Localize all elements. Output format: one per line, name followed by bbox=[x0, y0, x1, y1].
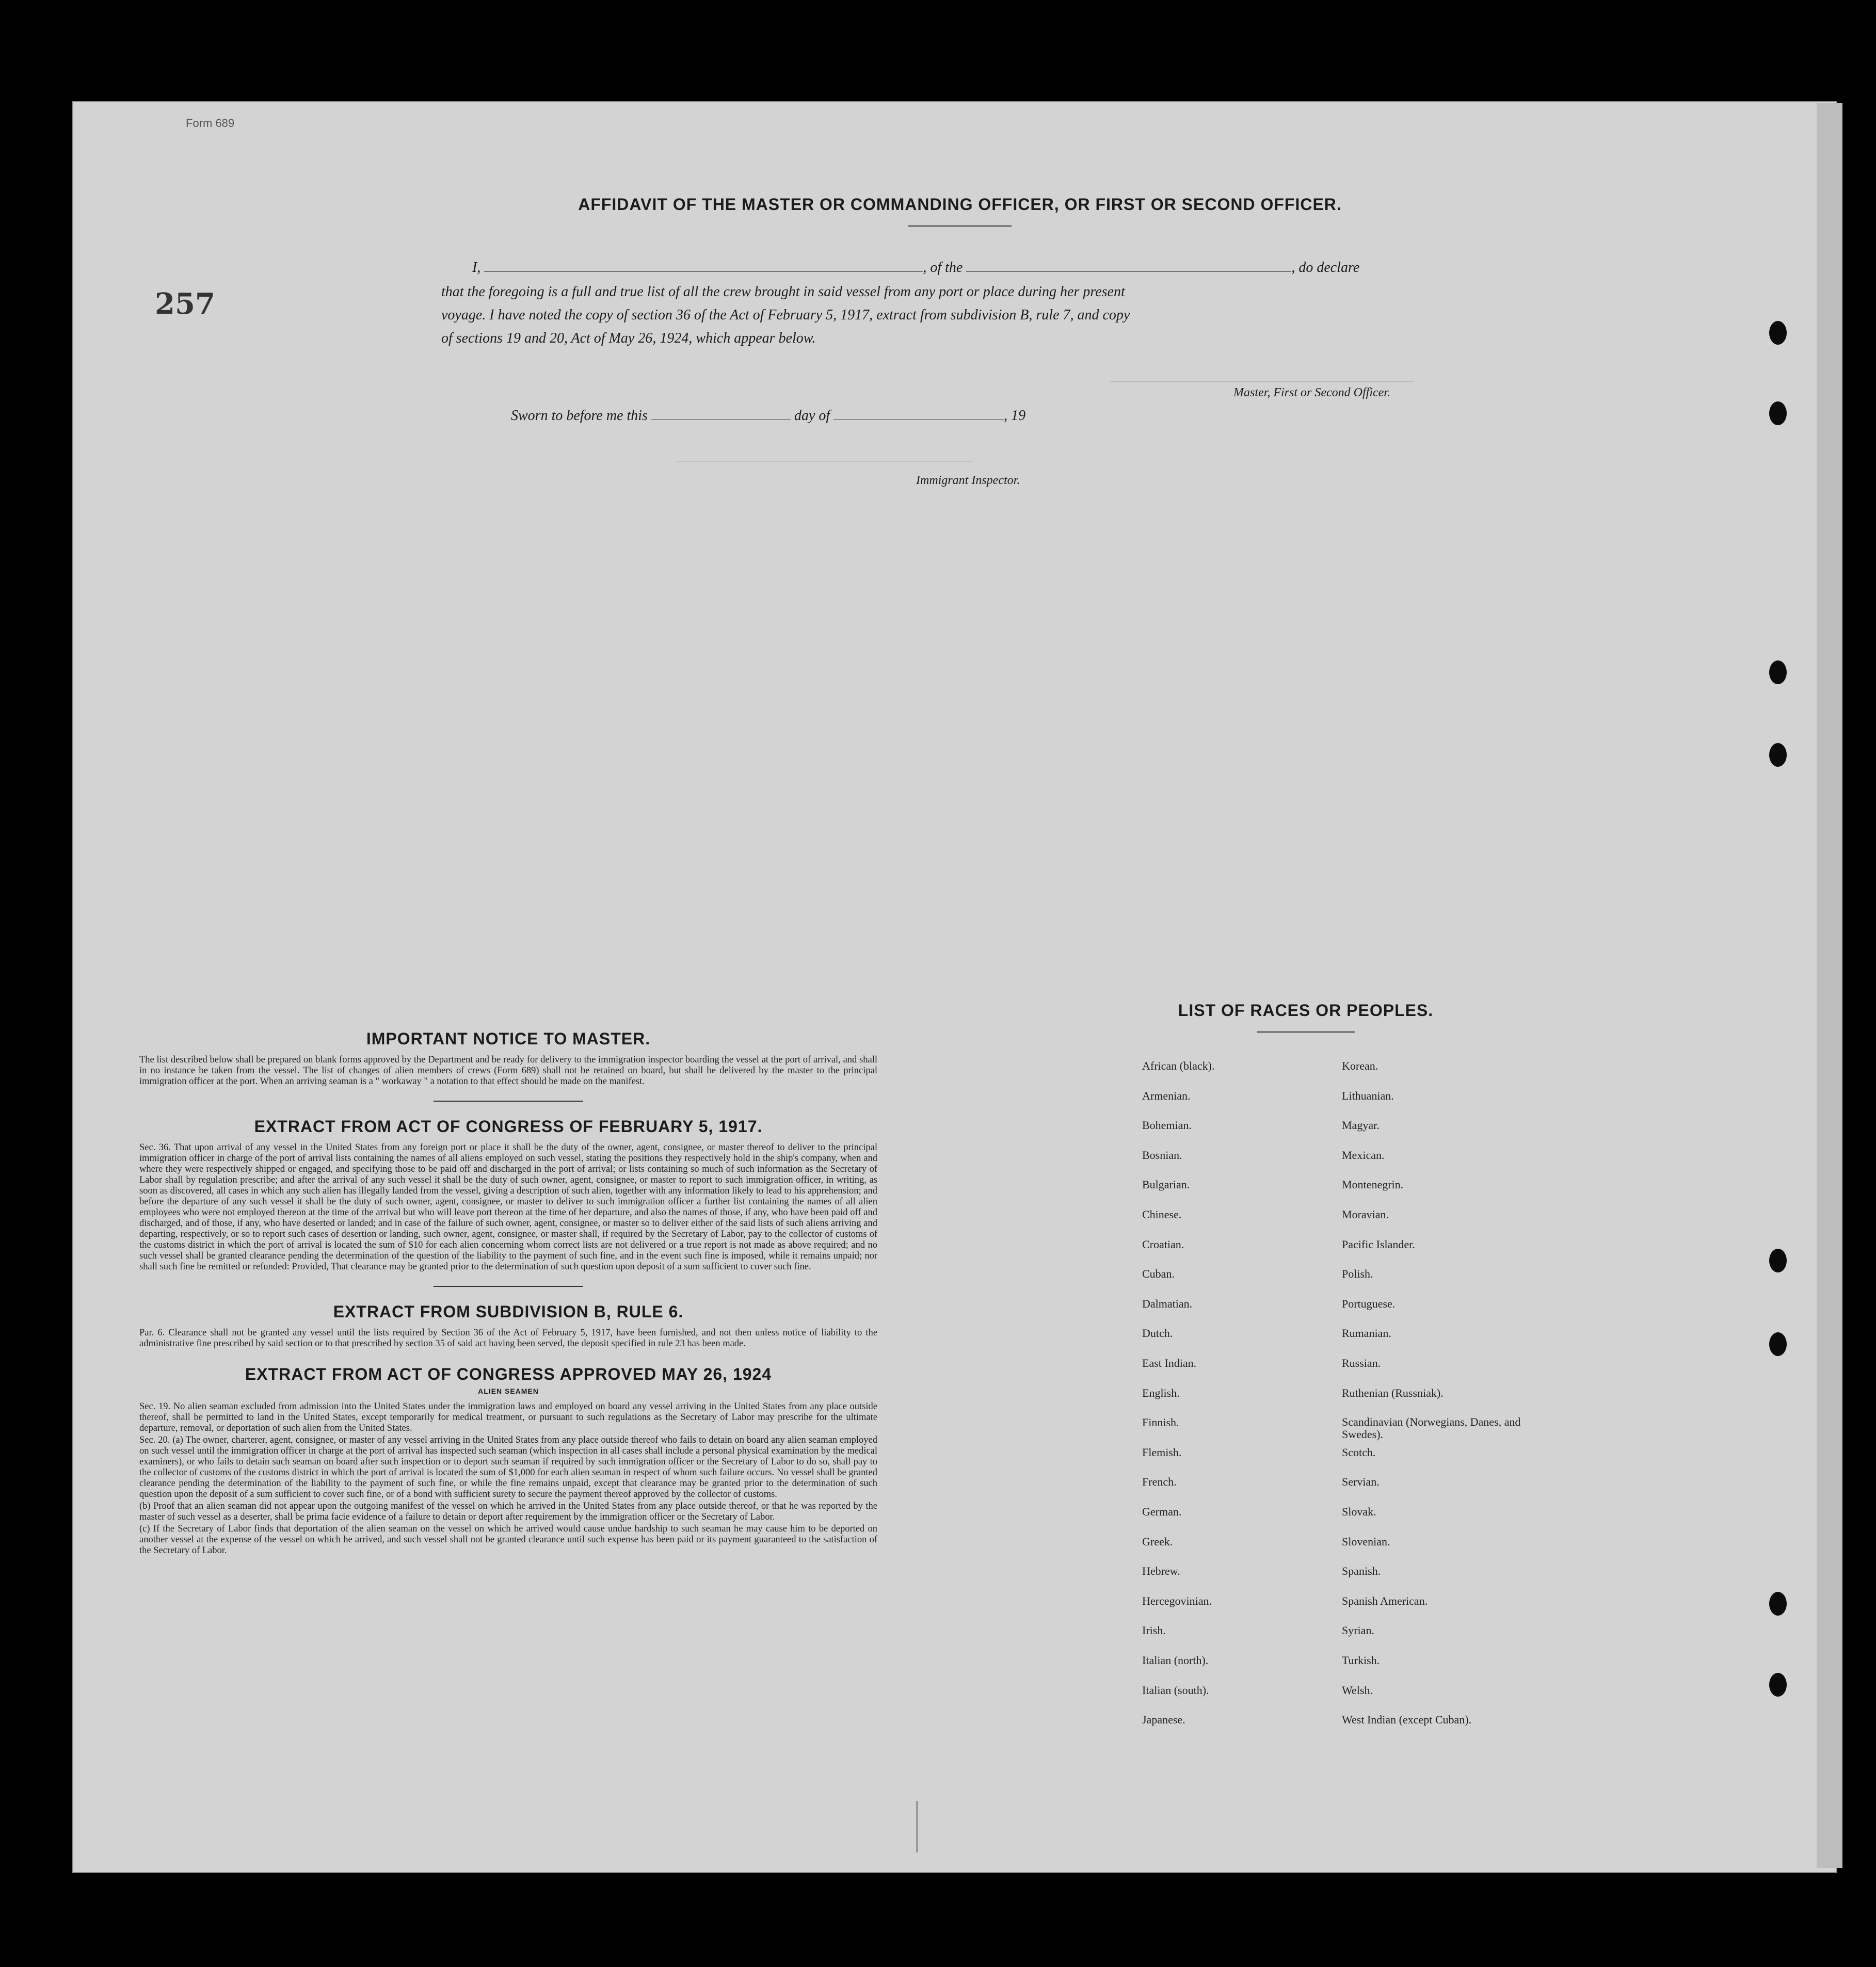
punch-hole bbox=[1769, 1592, 1787, 1616]
legal-text-column bbox=[139, 1029, 877, 1556]
extract-1917-divider bbox=[434, 1286, 583, 1287]
master-signature-label: Master, First or Second Officer. bbox=[1233, 386, 1390, 399]
race-item: Lithuanian. bbox=[1342, 1089, 1394, 1102]
races-heading-block bbox=[1115, 1001, 1497, 1033]
extract-1924-sec19: Sec. 19. No alien seaman excluded from admission into the United States under the immigration laws and employed on board any vessel arriving in the United States from any place outside thereof, shall be permitted to land in the United States, except temporarily for medical treatment, or pursuant to such regulations as the Secretary of Labor may prescribe for the ultimate departure, removal, or deportation of such alien from the United States. bbox=[139, 1401, 877, 1433]
race-item: Magyar. bbox=[1342, 1119, 1380, 1132]
race-item: Welsh. bbox=[1342, 1683, 1373, 1697]
extract-1924-caption: ALIEN SEAMEN bbox=[478, 1387, 539, 1395]
inspector-signature-label: Immigrant Inspector. bbox=[916, 474, 1020, 487]
race-item: Finnish. bbox=[1142, 1416, 1179, 1429]
race-item: Spanish American. bbox=[1342, 1594, 1428, 1607]
affidavit-i-label: I, bbox=[472, 260, 481, 276]
race-item: Slovenian. bbox=[1342, 1535, 1390, 1548]
extract-1924-title: EXTRACT FROM ACT OF CONGRESS APPROVED MAY 26, 1924 bbox=[245, 1365, 772, 1383]
affidavit-line-1 bbox=[472, 260, 1359, 276]
race-item: Armenian. bbox=[1142, 1089, 1191, 1102]
race-item: East Indian. bbox=[1142, 1357, 1197, 1369]
race-item: Slovak. bbox=[1342, 1505, 1376, 1518]
race-item: Croatian. bbox=[1142, 1237, 1184, 1251]
race-item: Pacific Islander. bbox=[1342, 1237, 1415, 1251]
sworn-line bbox=[511, 408, 1025, 424]
punch-hole bbox=[1769, 1673, 1787, 1697]
punch-hole bbox=[1769, 660, 1787, 684]
race-item: Ruthenian (Russniak). bbox=[1342, 1386, 1444, 1399]
race-item: Spanish. bbox=[1342, 1565, 1381, 1578]
affidavit-line-2: that the foregoing is a full and true list of all the crew brought in said vessel from any port or place during her present bbox=[441, 284, 1125, 300]
race-item: Russian. bbox=[1342, 1357, 1381, 1369]
race-item: Rumanian. bbox=[1342, 1327, 1391, 1340]
race-item: Irish. bbox=[1142, 1624, 1166, 1637]
races-title: LIST OF RACES OR PEOPLES. bbox=[1178, 1001, 1434, 1020]
document-sheet bbox=[72, 101, 1837, 1873]
affidavit-of-the-label: , of the bbox=[923, 260, 963, 276]
vessel-name-blank[interactable] bbox=[966, 271, 1291, 272]
race-item: African (black). bbox=[1142, 1059, 1215, 1072]
affidavit-line-3: voyage. I have noted the copy of section 36 of the Act of February 5, 1917, extract from subdivision B, rule 7, and copy bbox=[441, 307, 1130, 323]
race-item: Chinese. bbox=[1142, 1208, 1182, 1221]
race-item: Italian (north). bbox=[1142, 1654, 1209, 1667]
races-divider bbox=[1257, 1031, 1355, 1033]
race-item: Turkish. bbox=[1342, 1654, 1380, 1667]
punch-hole bbox=[1769, 321, 1787, 345]
officer-name-blank[interactable] bbox=[484, 271, 923, 272]
race-item: Bohemian. bbox=[1142, 1119, 1192, 1132]
race-item: Korean. bbox=[1342, 1059, 1378, 1072]
race-item: West Indian (except Cuban). bbox=[1342, 1713, 1472, 1727]
race-item: Montenegrin. bbox=[1342, 1178, 1404, 1191]
punch-hole bbox=[1769, 401, 1787, 425]
race-item: Portuguese. bbox=[1342, 1297, 1396, 1310]
race-item: Hebrew. bbox=[1142, 1565, 1180, 1578]
punch-hole bbox=[1769, 1249, 1787, 1272]
race-item: Moravian. bbox=[1342, 1208, 1389, 1221]
race-item: Italian (south). bbox=[1142, 1683, 1209, 1697]
race-item: French. bbox=[1142, 1475, 1177, 1489]
extract-rule6-text: Par. 6. Clearance shall not be granted any vessel until the lists required by Section 36 of the Act of February 5, 1917, have been furnished, and not then unless notice of liability to the administrative fine prescribed by said section or to that prescribed by section 35 of said act having been served, the deposit specified in rule 23 has been made. bbox=[139, 1328, 877, 1349]
extract-1917-text: Sec. 36. That upon arrival of any vessel in the United States from any foreign port or place it shall be the duty of the owner, agent, consignee, or master thereof to deliver to the principal immigration officer in charge of the port of arrival lists containing the names of all aliens employed on such vessel, stating the positions they respectively hold in the ship's company, when and where they were respectively shipped or engaged, and specifying those to be paid off and discharged in the port of arrival; or lists containing so much of such information as the Secretary of Labor shall by regulation prescribe; and after the arrival of any such vessel it shall be the duty of such owner, agent, consignee, or master to report to such immigration officer, in writing, as soon as discovered, all cases in which any such alien has illegally landed from the vessel, giving a description of such alien, together with any information likely to lead to his apprehension; and before the departure of any such vessel it shall be the duty of such owner, agent, consignee, or master to deliver to such immigration officer a further list containing the names of all alien employees who were not employed thereon at the time of the arrival but who will leave port thereon at the time of her departure, and also the names of those, if any, who have been paid off and discharged, and of those, if any, who have deserted or landed; and in case of the failure of such owner, agent, consignee, or master so to deliver either of the said lists of such aliens arriving and departing, respectively, or so to report such cases of desertion or landing, such owner, agent, consignee, or master shall, if required by the Secretary of Labor, pay to the collector of customs of the customs district in which the port of arrival is located the sum of $10 for each alien concerning whom correct lists are not delivered or a true report is not made as above required; and no such vessel shall be granted clearance pending the determination of the question of the liability to the payment of such fine, and in the event such fine is imposed, while it remains unpaid; nor shall such fine be remitted or refunded: Provided, That clearance may be granted prior to the determination of such question upon deposit of a sum sufficient to cover such fine. bbox=[139, 1142, 877, 1272]
affidavit-declare-label: , do declare bbox=[1291, 260, 1360, 276]
form-number: Form 689 bbox=[186, 117, 235, 130]
notice-text: The list described below shall be prepared on blank forms approved by the Department and be ready for delivery to the immigration inspector boarding the vessel at the port of arrival, and shall in no instance be taken from the vessel. The list of changes of alien members of crews (Form 689) shall not be retained on board, but shall be delivered by the master to the principal immigration officer at the port. When an arriving seaman is a " workaway " a notation to that effect should be made on the manifest. bbox=[139, 1055, 877, 1087]
race-item: Servian. bbox=[1342, 1475, 1380, 1489]
fold-crease bbox=[916, 1801, 918, 1852]
punch-hole bbox=[1769, 743, 1787, 767]
race-item: German. bbox=[1142, 1505, 1182, 1518]
race-item: Mexican. bbox=[1342, 1148, 1385, 1162]
race-item: English. bbox=[1142, 1386, 1180, 1399]
race-item: Flemish. bbox=[1142, 1445, 1182, 1459]
affidavit-divider bbox=[908, 225, 1012, 227]
race-item: Syrian. bbox=[1342, 1624, 1374, 1637]
sworn-year-label: , 19 bbox=[1004, 408, 1026, 424]
sheet-edge bbox=[1817, 103, 1842, 1868]
extract-1924-sec20a: Sec. 20. (a) The owner, charterer, agent, consignee, or master of any vessel arriving in the United States from any place outside thereof who fails to detain on board any alien seaman employed on such vessel until the immigration officer in charge at the port of arrival has inspected such seaman (which inspection in all cases shall include a personal physical examination by the medical examiners), or who fails to detain such seaman on board after such inspection or to deport such seaman if required by such immigration officer or the Secretary of Labor to do so, shall pay to the collector of customs of the customs district in which the port of arrival is located the sum of $1,000 for each alien seaman in respect of whom such failure occurs. No vessel shall be granted clearance pending the determination of the liability to the payment of such fine, or while the fine remains unpaid, except that clearance may be granted prior to the determination of such question upon the deposit of a sum sufficient to cover such fine, or of a bond with sufficient surety to secure the payment thereof approved by the collector of customs. bbox=[139, 1435, 877, 1500]
race-item: Scotch. bbox=[1342, 1445, 1376, 1459]
race-item: Polish. bbox=[1342, 1267, 1373, 1281]
extract-1917-title: EXTRACT FROM ACT OF CONGRESS OF FEBRUARY 5, 1917. bbox=[254, 1117, 763, 1136]
race-item: Bulgarian. bbox=[1142, 1178, 1190, 1191]
race-item: Dalmatian. bbox=[1142, 1297, 1193, 1310]
margin-number: 257 bbox=[155, 287, 215, 321]
punch-hole bbox=[1769, 1332, 1787, 1356]
extract-1924-sec20b: (b) Proof that an alien seaman did not appear upon the outgoing manifest of the vessel on which he arrived in the United States from any place outside thereof, or that he was reported by the master of such vessel as a deserter, shall be prima facie evidence of a failure to detain or deport after requirement by the immigration officer or the Secretary of Labor. bbox=[139, 1501, 877, 1522]
race-item: Dutch. bbox=[1142, 1327, 1173, 1340]
notice-divider bbox=[434, 1101, 583, 1102]
sworn-day-label: day of bbox=[794, 408, 830, 424]
affidavit-line-4: of sections 19 and 20, Act of May 26, 1924, which appear below. bbox=[441, 330, 816, 346]
affidavit-block bbox=[495, 195, 1424, 227]
affidavit-title: AFFIDAVIT OF THE MASTER OR COMMANDING OFFICER, OR FIRST OR SECOND OFFICER. bbox=[578, 195, 1342, 214]
race-item: Hercegovinian. bbox=[1142, 1594, 1212, 1607]
race-item: Cuban. bbox=[1142, 1267, 1175, 1281]
race-item: Bosnian. bbox=[1142, 1148, 1182, 1162]
race-item: Japanese. bbox=[1142, 1713, 1185, 1727]
sworn-prefix: Sworn to before me this bbox=[511, 408, 648, 424]
extract-rule6-title: EXTRACT FROM SUBDIVISION B, RULE 6. bbox=[333, 1302, 684, 1321]
race-item: Scandinavian (Norwegians, Danes, and Swedes). bbox=[1342, 1415, 1521, 1441]
race-item: Greek. bbox=[1142, 1535, 1173, 1548]
extract-1924-sec20c: (c) If the Secretary of Labor finds that deportation of the alien seaman on the vessel on which he arrived would cause undue hardship to such seaman he may cause him to be deported on another vessel at the expense of the vessel on which he arrived, and such vessel shall not be granted clearance until such expense has been paid or its payment guaranteed to the satisfaction of the Secretary of Labor. bbox=[139, 1524, 877, 1556]
notice-title: IMPORTANT NOTICE TO MASTER. bbox=[366, 1029, 651, 1048]
